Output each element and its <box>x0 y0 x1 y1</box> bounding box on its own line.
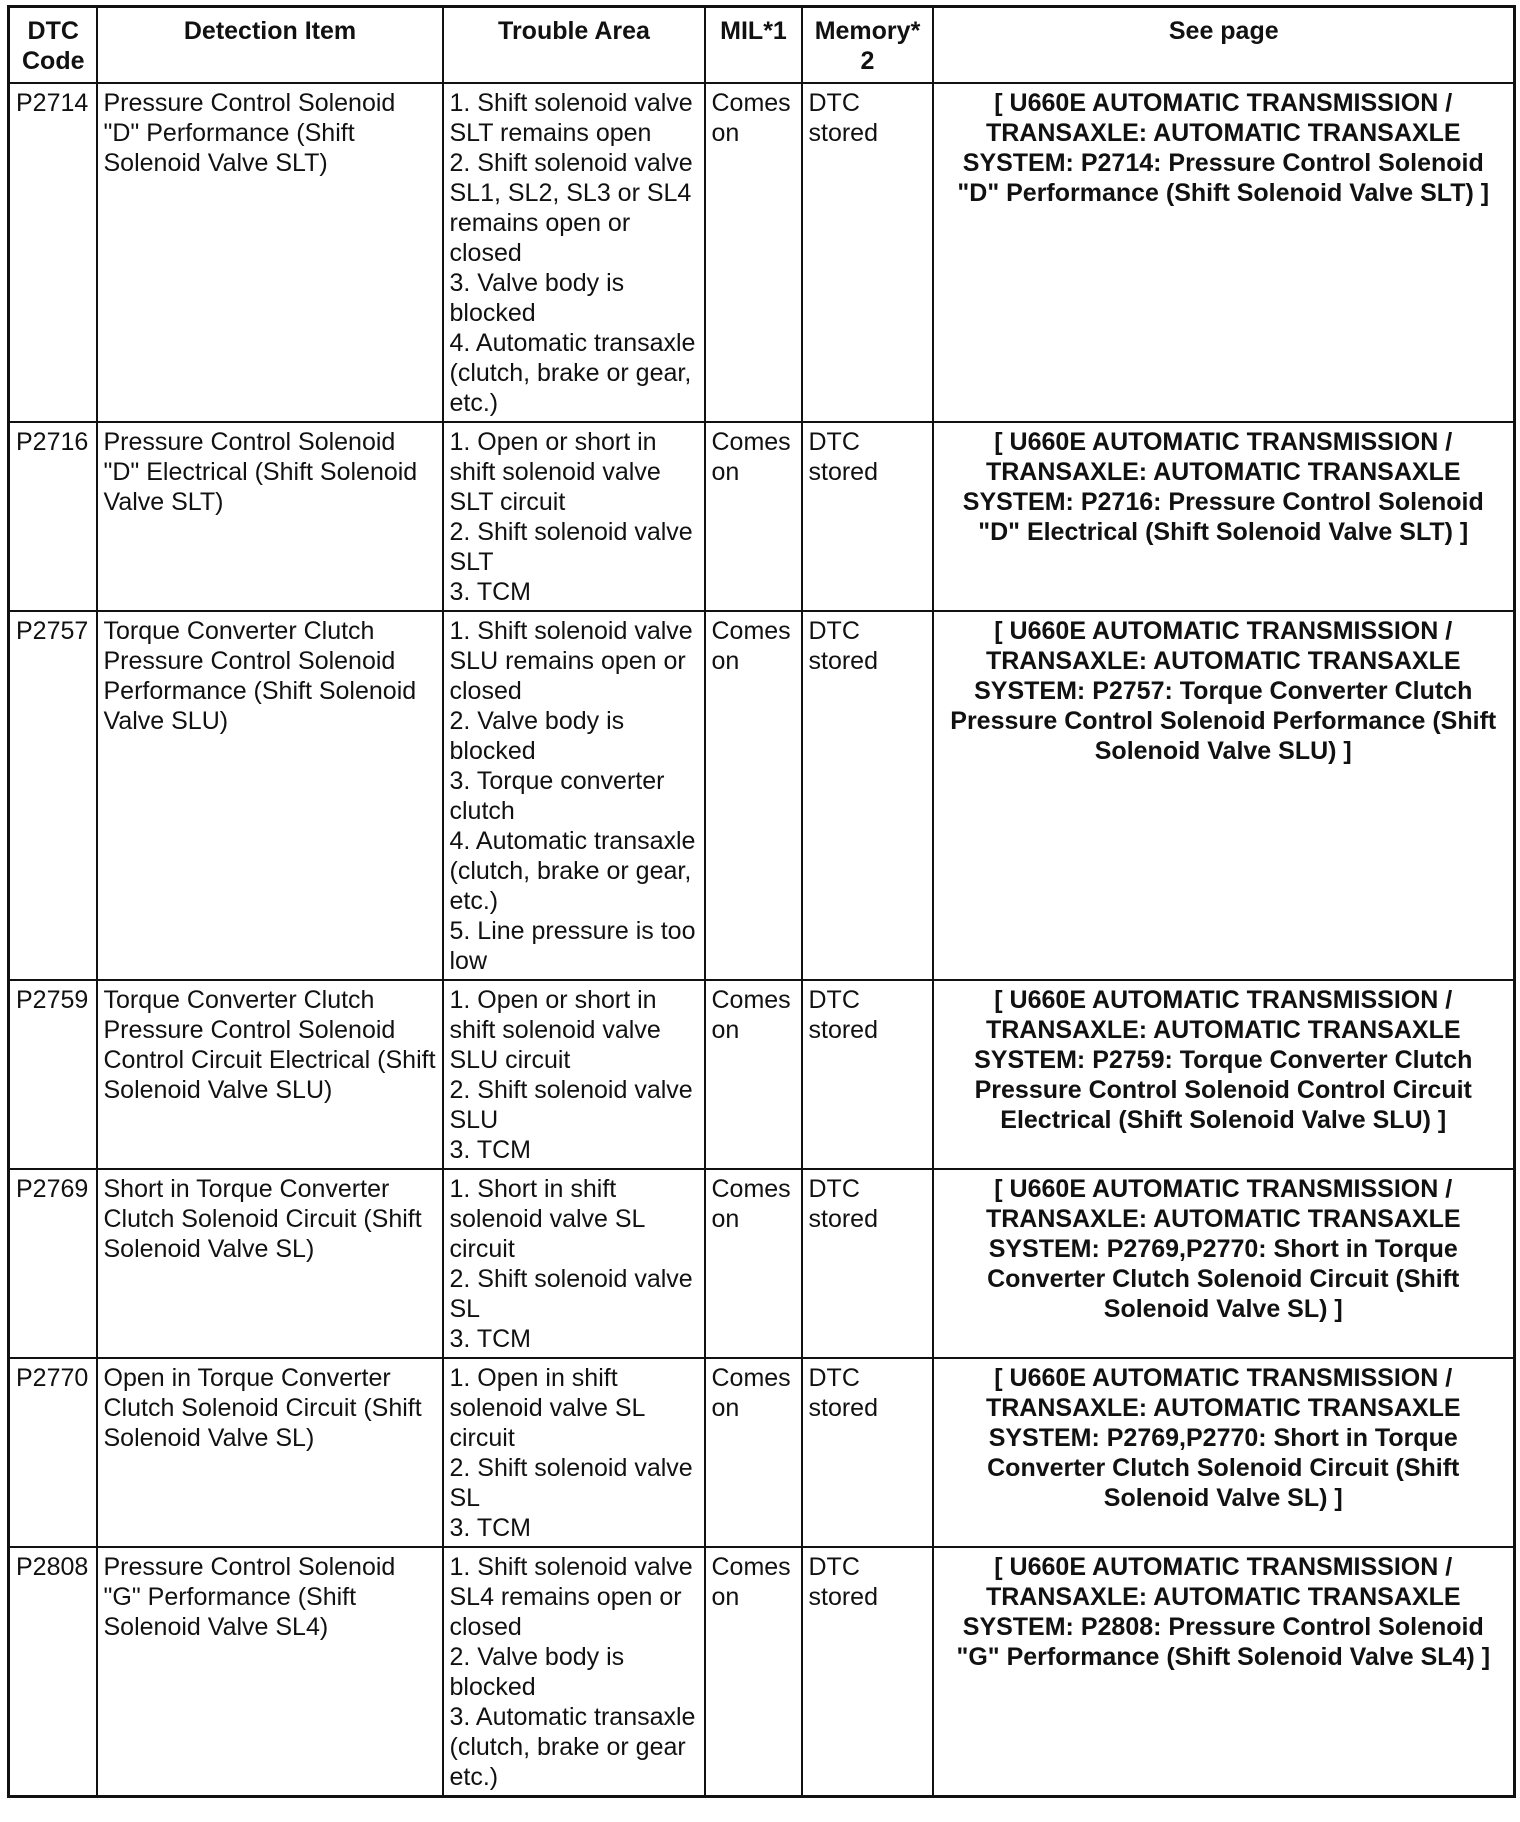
trouble-area-item: 1. Short in shift solenoid valve SL circuit <box>449 1175 645 1263</box>
detection-item-cell: Pressure Control Solenoid "G" Performance (Shift Solenoid Valve SL4) <box>97 1547 443 1797</box>
trouble-area-item: 3. Valve body is blocked <box>449 269 625 327</box>
dtc-table <box>7 5 1516 1798</box>
trouble-area-cell <box>443 611 705 980</box>
trouble-area-item: 5. Line pressure is too low <box>449 917 696 975</box>
dtc-code-cell: P2759 <box>9 980 97 1169</box>
trouble-area-item: 2. Valve body is blocked <box>449 707 625 765</box>
trouble-area-cell <box>443 1358 705 1547</box>
table-row <box>9 980 1515 1169</box>
table-row <box>9 83 1515 422</box>
trouble-area-cell <box>443 1169 705 1358</box>
dtc-code-cell: P2769 <box>9 1169 97 1358</box>
see-page-cell: [ U660E AUTOMATIC TRANSMISSION / TRANSAXLE: AUTOMATIC TRANSAXLE SYSTEM: P2757: Torque Converter Clutch Pressure Control Solenoid Performance (Shift Solenoid Valve SLU) ] <box>933 611 1515 980</box>
detection-item-cell: Short in Torque Converter Clutch Solenoid Circuit (Shift Solenoid Valve SL) <box>97 1169 443 1358</box>
trouble-area-item: 4. Automatic transaxle (clutch, brake or gear, etc.) <box>449 329 696 417</box>
header-see-page: See page <box>933 7 1515 84</box>
memory-cell: DTC stored <box>802 611 933 980</box>
trouble-area-item: 2. Shift solenoid valve SLT <box>449 518 693 576</box>
trouble-area-item: 2. Shift solenoid valve SL <box>449 1454 693 1512</box>
table-header <box>9 7 1515 84</box>
trouble-area-item: 3. Automatic transaxle (clutch, brake or gear etc.) <box>449 1703 696 1791</box>
mil-cell: Comes on <box>705 1547 802 1797</box>
trouble-area-item: 1. Shift solenoid valve SLT remains open <box>449 89 693 147</box>
memory-cell: DTC stored <box>802 1358 933 1547</box>
mil-cell: Comes on <box>705 83 802 422</box>
trouble-area-item: 3. TCM <box>449 1136 531 1164</box>
mil-cell: Comes on <box>705 422 802 611</box>
trouble-area-item: 3. TCM <box>449 1325 531 1353</box>
header-row <box>9 7 1515 84</box>
detection-item-cell: Torque Converter Clutch Pressure Control Solenoid Control Circuit Electrical (Shift Solenoid Valve SLU) <box>97 980 443 1169</box>
trouble-area-item: 3. TCM <box>449 578 531 606</box>
dtc-code-cell: P2770 <box>9 1358 97 1547</box>
header-memory: Memory*2 <box>802 7 933 84</box>
header-detection-item: Detection Item <box>97 7 443 84</box>
trouble-area-cell <box>443 83 705 422</box>
dtc-code-cell: P2714 <box>9 83 97 422</box>
memory-cell: DTC stored <box>802 422 933 611</box>
trouble-area-item: 2. Valve body is blocked <box>449 1643 625 1701</box>
memory-cell: DTC stored <box>802 83 933 422</box>
trouble-area-item: 2. Shift solenoid valve SLU <box>449 1076 693 1134</box>
trouble-area-item: 3. Torque converter clutch <box>449 767 665 825</box>
memory-cell: DTC stored <box>802 1169 933 1358</box>
see-page-cell: [ U660E AUTOMATIC TRANSMISSION / TRANSAXLE: AUTOMATIC TRANSAXLE SYSTEM: P2714: Pressure Control Solenoid "D" Performance (Shift Solenoid Valve SLT) ] <box>933 83 1515 422</box>
header-dtc-code: DTC Code <box>9 7 97 84</box>
memory-cell: DTC stored <box>802 980 933 1169</box>
trouble-area-item: 1. Open in shift solenoid valve SL circuit <box>449 1364 645 1452</box>
dtc-code-cell: P2757 <box>9 611 97 980</box>
trouble-area-cell <box>443 422 705 611</box>
mil-cell: Comes on <box>705 1169 802 1358</box>
see-page-cell: [ U660E AUTOMATIC TRANSMISSION / TRANSAXLE: AUTOMATIC TRANSAXLE SYSTEM: P2759: Torque Converter Clutch Pressure Control Solenoid Control Circuit Electrical (Shift Solenoid Valve SLU) ] <box>933 980 1515 1169</box>
trouble-area-item: 4. Automatic transaxle (clutch, brake or gear, etc.) <box>449 827 696 915</box>
table-row <box>9 422 1515 611</box>
table-row <box>9 1358 1515 1547</box>
see-page-cell: [ U660E AUTOMATIC TRANSMISSION / TRANSAXLE: AUTOMATIC TRANSAXLE SYSTEM: P2716: Pressure Control Solenoid "D" Electrical (Shift Solenoid Valve SLT) ] <box>933 422 1515 611</box>
header-trouble-area: Trouble Area <box>443 7 705 84</box>
detection-item-cell: Pressure Control Solenoid "D" Electrical (Shift Solenoid Valve SLT) <box>97 422 443 611</box>
trouble-area-item: 3. TCM <box>449 1514 531 1542</box>
see-page-cell: [ U660E AUTOMATIC TRANSMISSION / TRANSAXLE: AUTOMATIC TRANSAXLE SYSTEM: P2769,P2770: Short in Torque Converter Clutch Solenoid Circuit (Shift Solenoid Valve SL) ] <box>933 1358 1515 1547</box>
detection-item-cell: Pressure Control Solenoid "D" Performance (Shift Solenoid Valve SLT) <box>97 83 443 422</box>
dtc-code-cell: P2716 <box>9 422 97 611</box>
see-page-cell: [ U660E AUTOMATIC TRANSMISSION / TRANSAXLE: AUTOMATIC TRANSAXLE SYSTEM: P2769,P2770: Short in Torque Converter Clutch Solenoid Circuit (Shift Solenoid Valve SL) ] <box>933 1169 1515 1358</box>
header-mil: MIL*1 <box>705 7 802 84</box>
table-body <box>9 83 1515 1797</box>
dtc-code-cell: P2808 <box>9 1547 97 1797</box>
trouble-area-cell <box>443 980 705 1169</box>
trouble-area-item: 2. Shift solenoid valve SL1, SL2, SL3 or SL4 remains open or closed <box>449 149 693 267</box>
mil-cell: Comes on <box>705 611 802 980</box>
trouble-area-item: 1. Shift solenoid valve SL4 remains open or closed <box>449 1553 693 1641</box>
table-row <box>9 611 1515 980</box>
mil-cell: Comes on <box>705 1358 802 1547</box>
trouble-area-cell <box>443 1547 705 1797</box>
see-page-cell: [ U660E AUTOMATIC TRANSMISSION / TRANSAXLE: AUTOMATIC TRANSAXLE SYSTEM: P2808: Pressure Control Solenoid "G" Performance (Shift Solenoid Valve SL4) ] <box>933 1547 1515 1797</box>
detection-item-cell: Open in Torque Converter Clutch Solenoid Circuit (Shift Solenoid Valve SL) <box>97 1358 443 1547</box>
trouble-area-item: 1. Open or short in shift solenoid valve SLT circuit <box>449 428 661 516</box>
detection-item-cell: Torque Converter Clutch Pressure Control Solenoid Performance (Shift Solenoid Valve SLU) <box>97 611 443 980</box>
mil-cell: Comes on <box>705 980 802 1169</box>
memory-cell: DTC stored <box>802 1547 933 1797</box>
trouble-area-item: 1. Shift solenoid valve SLU remains open or closed <box>449 617 693 705</box>
table-row <box>9 1547 1515 1797</box>
trouble-area-item: 2. Shift solenoid valve SL <box>449 1265 693 1323</box>
table-row <box>9 1169 1515 1358</box>
trouble-area-item: 1. Open or short in shift solenoid valve SLU circuit <box>449 986 661 1074</box>
